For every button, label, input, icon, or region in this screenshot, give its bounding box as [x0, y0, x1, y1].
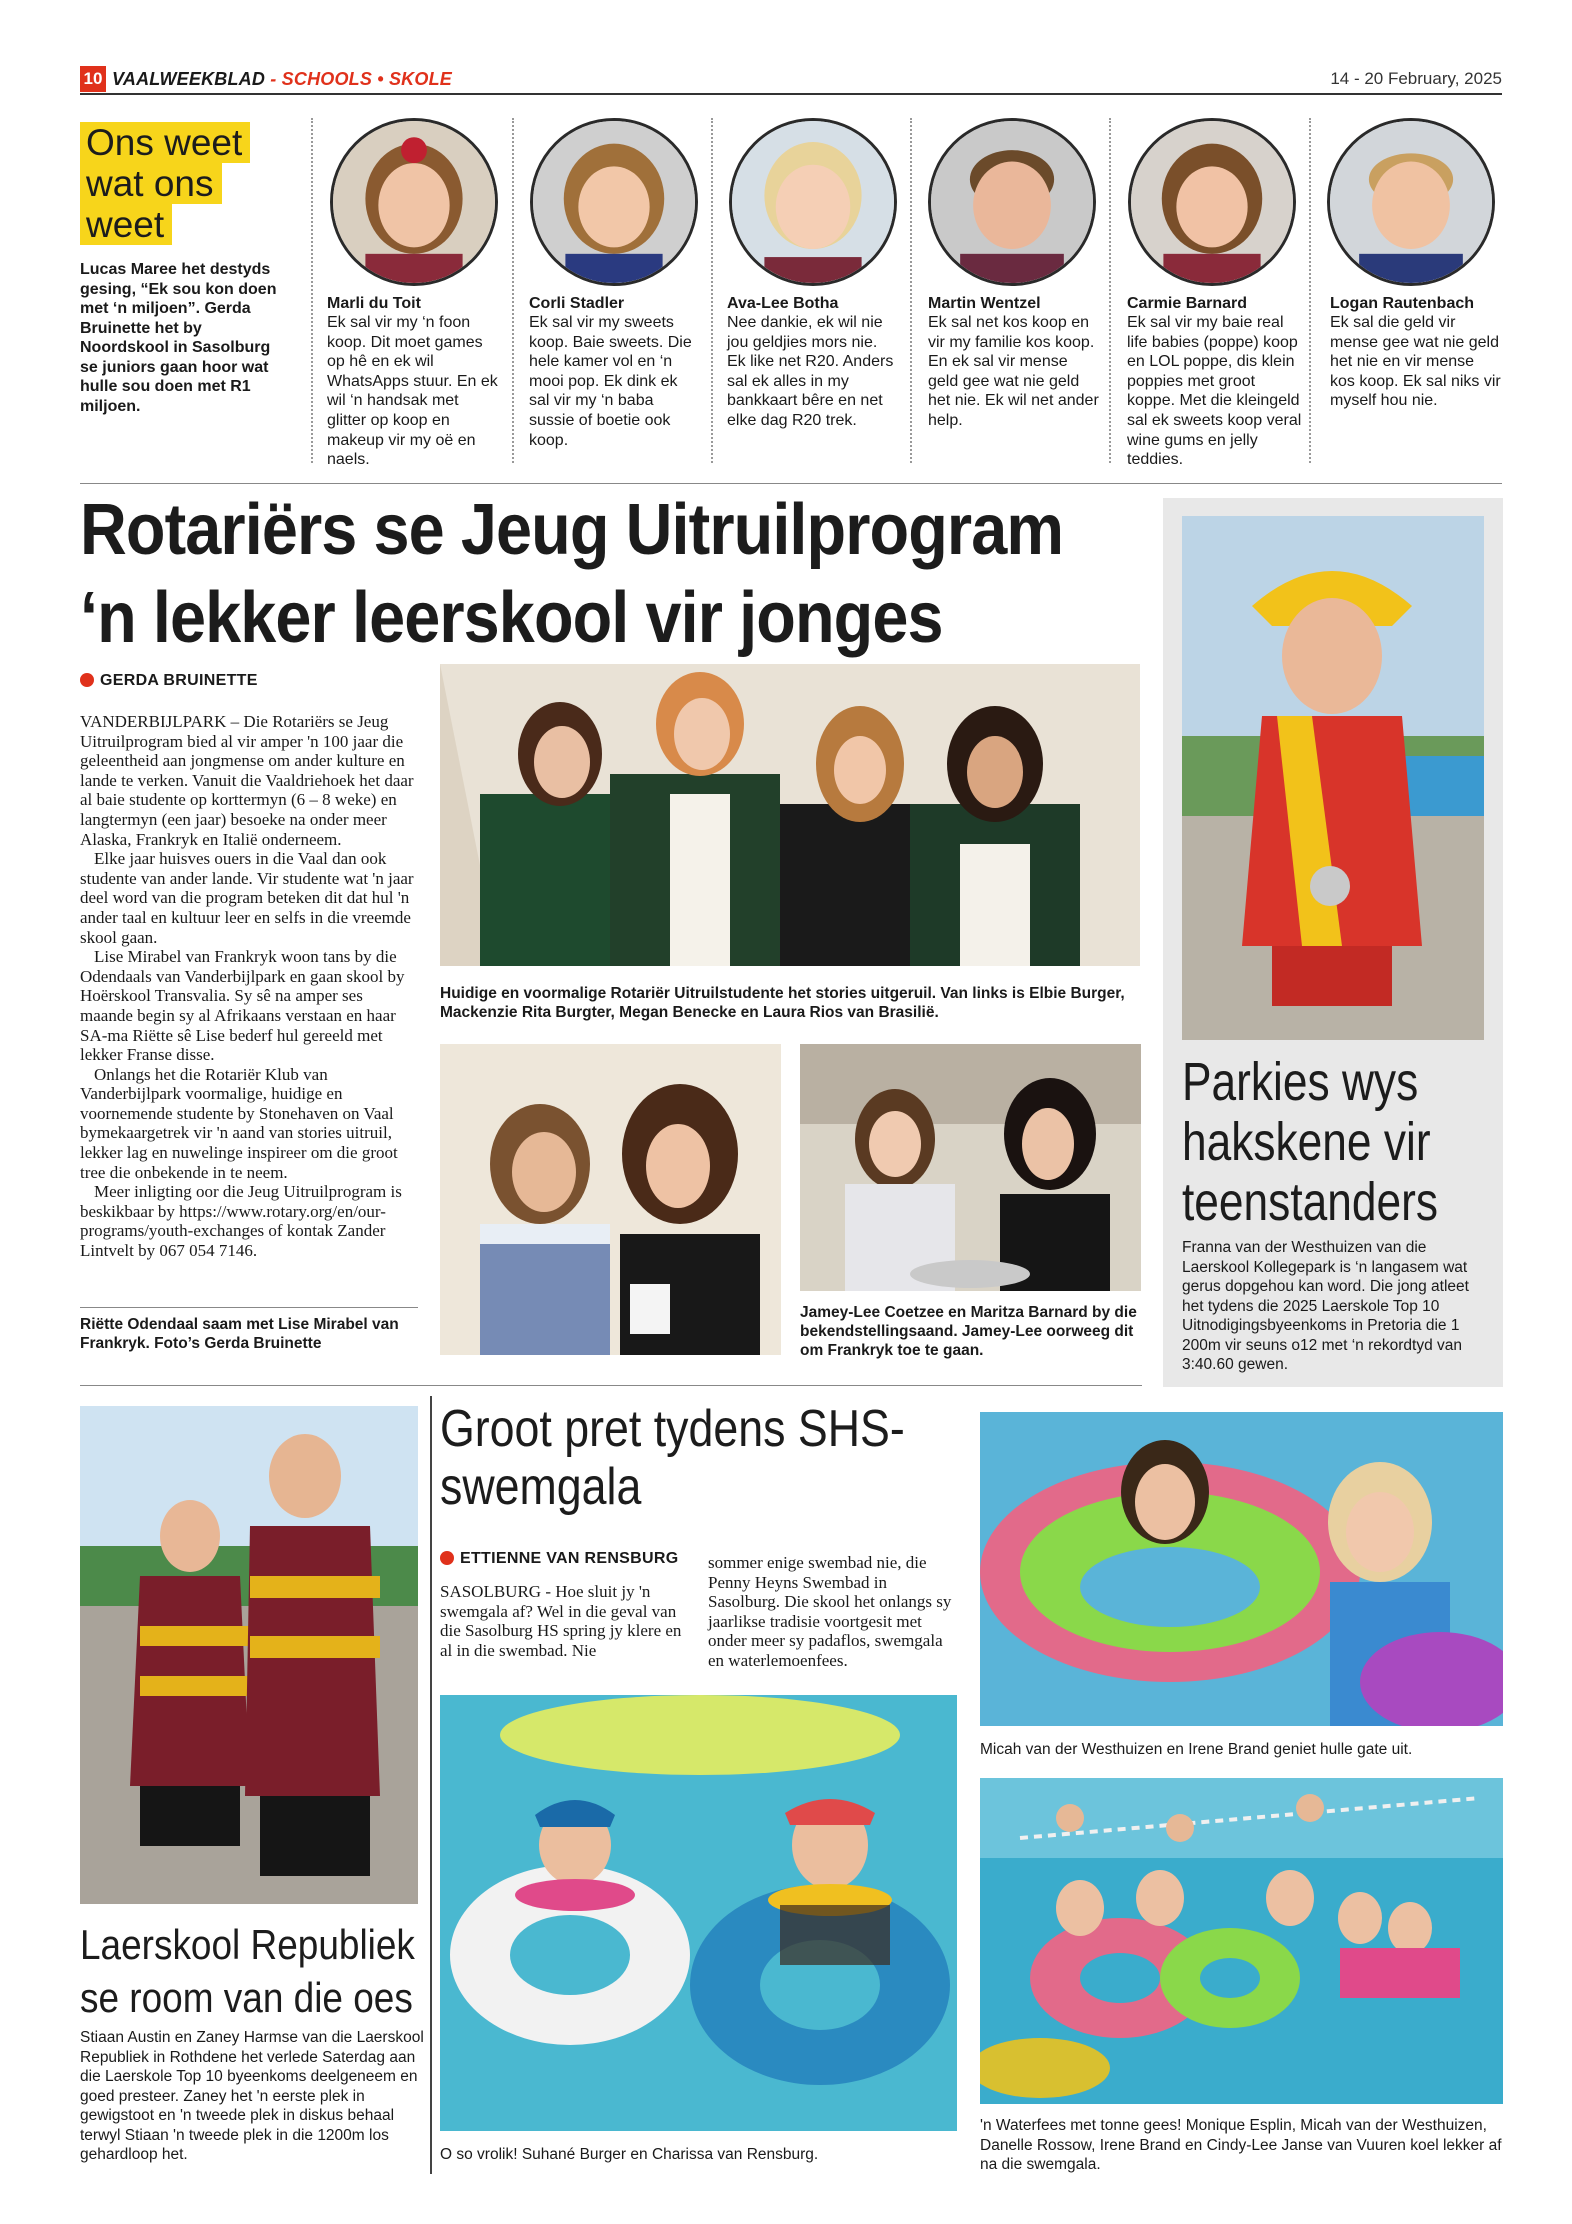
caption-left: Riëtte Odendaal saam met Lise Mirabel van Frankryk. Foto’s Gerda Bruinette — [80, 1316, 399, 1352]
kicker-line-3: weet — [80, 204, 172, 245]
publication-name: VAALWEEKBLAD — [112, 69, 266, 89]
intro-text: Lucas Maree het destyds gesing, “Ek sou kon doen met ‘n miljoen”. Gerda Bruinette het by Noordskool in Sasolburg se juniors gaan hoor wat hulle sou doen met R1 miljoen. — [80, 261, 277, 415]
swemgala-body-col1: SASOLBURG - Hoe sluit jy 'n swemgala af? Wel in die geval van die Sasolburg HS spring jy klere en al in die swembad. Nie — [440, 1582, 682, 1660]
kid-name: Logan Rautenbach — [1330, 295, 1475, 312]
kid-entry — [727, 294, 899, 431]
section-rule — [80, 483, 1502, 484]
kid-portrait-photo — [330, 118, 498, 286]
swemgala-byline — [440, 1550, 678, 1568]
section-rule — [80, 1385, 1142, 1386]
byline-name: GERDA BRUINETTE — [100, 672, 258, 689]
kid-name: Martin Wentzel — [928, 295, 1041, 312]
kid-name: Corli Stadler — [529, 295, 625, 312]
kid-quote: Ek sal vir my baie real life babies (poppe) koop en LOL poppe, dis klein poppies met groot koppe. Met die kleingeld sal ek sweets koop veral wine gums en jelly teddies. — [1127, 314, 1302, 469]
kid-portrait-photo — [729, 118, 897, 286]
intro-kicker — [80, 122, 280, 245]
photo-waterfees-group — [980, 1778, 1503, 2104]
parkies-body: Franna van der Westhuizen van die Laerskool Kollegepark is ‘n langasem wat gerus dopgehou kan word. Die jong atleet het tydens die 2025 Laerskole Top 10 Uitnodigingsbyeenkoms in Pretoria die 1 200m vir seuns o12 met ‘n rekordtyd van 3:40.60 gewen. — [1182, 1239, 1469, 1373]
kid-portrait-photo — [928, 118, 1096, 286]
kid-quote: Ek sal die geld vir mense gee wat nie geld het nie en vir mense kos koop. Ek sal niks vir myself hou nie. — [1330, 314, 1501, 410]
caption-top-right: Micah van der Westhuizen en Irene Brand geniet hulle gate uit. — [980, 1741, 1413, 1758]
headline-line-2: se room van die oes — [80, 1974, 413, 2021]
swemgala-headline — [440, 1400, 980, 1516]
kid-quote: Nee dankie, ek wil nie jou geldjies mors nie. Ek like net R20. Anders sal ek alles in my bankkaart bêre en net elke dag R20 trek. — [727, 314, 894, 429]
swemgala-body-col2: sommer enige swembad nie, die Penny Heyns Swembad in Sasolburg. Die skool het onlangs sy jaarlikse tradisie voortgesit met onder meer sy padaflos, swemgala en waterlemoenfees. — [708, 1553, 952, 1670]
caption-main: Huidige en voormalige Rotariër Uitruilstudente het stories uitgeruil. Van links is Elbie Burger, Mackenzie Rita Burgter, Megan Benecke en Laura Rios van Brasilië. — [440, 985, 1125, 1021]
rotary-byline — [80, 672, 258, 690]
header-rule — [80, 93, 1502, 95]
kid-entry — [327, 294, 499, 470]
photo-franna — [1182, 516, 1484, 1040]
kid-entry — [1330, 294, 1502, 411]
kid-portrait-photo — [1327, 118, 1495, 286]
kid-entry — [529, 294, 701, 450]
kicker-line-1: Ons weet — [80, 122, 250, 163]
kid-quote: Ek sal vir my ‘n foon koop. Dit moet games op hê en ek wil WhatsApps stuur. En ek wil ‘n handsak met glitter op koop en makeup vir my oë en naels. — [327, 314, 498, 469]
headline-line-3: teenstanders — [1182, 1172, 1439, 1232]
headline-line-2: hakskene vir — [1182, 1112, 1431, 1172]
body-paragraph: Meer inligting oor die Jeug Uitruilprogram is beskikbaar by https://www.rotary.org/en/our-programs/youth-exchanges of kontak Zander Lintvelt by 067 054 7146. — [80, 1182, 402, 1261]
kid-name: Marli du Toit — [327, 295, 421, 312]
parkies-headline — [1182, 1052, 1494, 1232]
body-paragraph: Onlangs het die Rotariër Klub van Vanderbijlpark voormalige, huidige en voornemende studente by Stonehaven on Vaal bymekaargetrek vir 'n aand van stories uitruil, lekker lag en nuwelinge inspireer om die groot tree die onbekende in te neem. — [80, 1064, 398, 1182]
republiek-headline — [80, 1918, 461, 2024]
body-paragraph: Elke jaar huisves ouers in die Vaal dan ook studente van ander lande. Vir studente wat 'n jaar deel word van die program beteken dit dat hul 'n ander taal en kultuur leer en selfs in die vreemde skool gaan. — [80, 849, 414, 947]
byline-dot-icon — [440, 1551, 454, 1565]
column-divider — [910, 118, 912, 463]
page-number: 10 — [80, 66, 106, 92]
photo-riette-lise — [440, 1044, 781, 1355]
column-divider — [1109, 118, 1111, 463]
kid-name: Ava-Lee Botha — [727, 295, 839, 312]
kicker-line-2: wat ons — [80, 163, 222, 204]
rotary-headline — [80, 486, 1172, 662]
kid-portrait-photo — [1128, 118, 1296, 286]
caption-right: Jamey-Lee Coetzee en Maritza Barnard by die bekendstellingsaand. Jamey-Lee oorweeg dit om Frankryk toe te gaan. — [800, 1304, 1137, 1359]
caption-pool: O so vrolik! Suhané Burger en Charissa van Rensburg. — [440, 2146, 819, 2163]
column-divider — [311, 118, 313, 463]
rotary-body — [80, 712, 418, 1261]
headline-line-2: swemgala — [440, 1458, 642, 1516]
kid-portrait-photo — [530, 118, 698, 286]
masthead — [112, 66, 452, 92]
photo-micah-irene — [980, 1412, 1503, 1726]
photo-jamey-lee-maritza — [800, 1044, 1141, 1291]
photo-pool-girls — [440, 1695, 957, 2131]
section-name: - SCHOOLS • SKOLE — [265, 69, 452, 89]
caption-rule — [80, 1307, 418, 1308]
byline-name: ETTIENNE VAN RENSBURG — [460, 1550, 679, 1567]
kid-entry — [928, 294, 1100, 431]
group-photo — [440, 664, 1140, 966]
kid-quote: Ek sal vir my sweets koop. Baie sweets. Die hele kamer vol en ‘n mooi pop. Ek dink ek sal vir my ‘n baba sussie of boetie ook koop. — [529, 314, 692, 449]
column-divider — [430, 1396, 432, 2174]
kid-entry — [1127, 294, 1303, 470]
column-divider — [1309, 118, 1311, 463]
headline-line-1: Groot pret tydens SHS- — [440, 1400, 905, 1458]
photo-stiaan-zaney — [80, 1406, 418, 1904]
headline-line-1: Parkies wys — [1182, 1052, 1419, 1112]
body-paragraph: VANDERBIJLPARK – Die Rotariërs se Jeug Uitruilprogram bied al vir amper 'n 100 jaar die geleentheid aan jongmense om ander kulture en lande te verken. Vanuit die Vaaldriehoek het daar al baie studente op korttermyn (6 – 8 weke) en langtermyn (een jaar) besoeke na onder meer Alaska, Frankryk en Italië onderneem. — [80, 712, 414, 849]
republiek-body: Stiaan Austin en Zaney Harmse van die Laerskool Republiek in Rothdene het verlede Saterdag aan die Laerskole Top 10 byeenkoms deelgeneem en goed presteer. Zaney het 'n eerste plek in gewigstoot en 'n tweede plek in diskus behaal terwyl Stiaan 'n tweede plek in die 1200m los gehardloop het. — [80, 2029, 424, 2163]
column-divider — [512, 118, 514, 463]
body-paragraph: Lise Mirabel van Frankryk woon tans by die Odendaals van Vanderbijlpark en gaan skool by Hoërskool Transvalia. Sy sê na amper ses maande begin sy al Afrikaans verstaan en haar SA-ma Riëtte sê Lise bederf hul gereeld met lekker Franse disse. — [80, 947, 405, 1065]
headline-line-1: Rotariërs se Jeug Uitruilprogram — [80, 490, 1064, 570]
headline-line-1: Laerskool Republiek — [80, 1921, 415, 1968]
kid-name: Carmie Barnard — [1127, 295, 1248, 312]
byline-dot-icon — [80, 673, 94, 687]
issue-date: 14 - 20 February, 2025 — [1330, 69, 1502, 88]
kid-quote: Ek sal net kos koop en vir my familie kos koop. En ek sal vir mense geld gee wat nie geld het nie. Ek wil net ander help. — [928, 314, 1099, 429]
column-divider — [711, 118, 713, 463]
headline-line-2: ‘n lekker leerskool vir jonges — [80, 578, 943, 658]
caption-bottom-right: 'n Waterfees met tonne gees! Monique Esplin, Micah van der Westhuizen, Danelle Rossow, Irene Brand en Cindy-Lee Janse van Vuuren koel lekker af na die swemgala. — [980, 2117, 1502, 2173]
